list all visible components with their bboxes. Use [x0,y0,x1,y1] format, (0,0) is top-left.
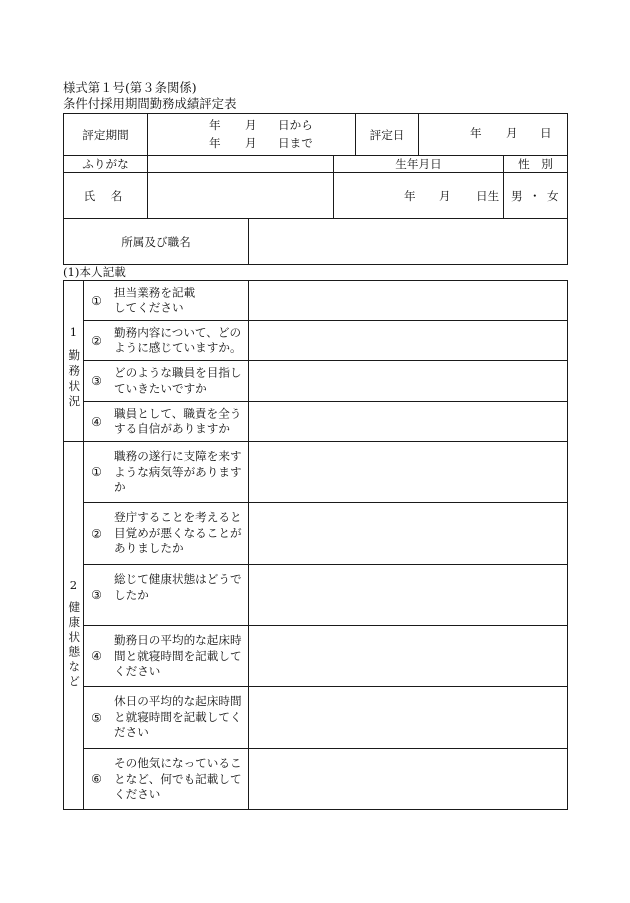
health-item-6-answer-box [248,748,568,810]
health-item-5-question [114,694,242,741]
question-line: してください [114,300,184,315]
period-from-day: 日から [278,118,313,132]
work-item-4-marker: ④ [91,414,102,429]
work-item-2-answer-box [248,320,568,361]
health-item-2-marker: ② [91,526,102,541]
furigana-value-cell [147,155,334,173]
health-item-3-question-cell [83,564,249,626]
health-item-6-question [114,756,242,803]
health-item-2-question-cell [83,502,249,565]
form-title: 条件付採用期間勤務成績評定表 [63,96,237,111]
question-line: 勤務内容について、どの [114,325,242,339]
work-item-1-answer-box [248,280,568,321]
health-item-6-marker: ⑥ [91,772,102,786]
work-section-label: 勤務状況 [67,349,82,411]
eval-date-month: 月 [506,126,518,140]
gender-label: 性 別 [518,157,553,171]
eval-date-value-cell [418,113,568,156]
work-item-1-question-cell [83,280,249,321]
question-line: 勤務日の平均的な起床時 [114,633,242,647]
health-item-2-question [114,510,242,557]
question-line: ように感じていますか。 [114,340,242,355]
furigana-label-cell [63,155,148,173]
work-item-4-answer-box [248,401,568,442]
question-line: ください [114,664,161,678]
name-value-cell [147,172,334,219]
question-line: 間と就寝時間を記載して [114,648,242,663]
work-section-number: 1 [69,325,78,339]
health-item-4-marker: ④ [91,649,102,663]
work-item-3-marker: ③ [91,374,102,388]
health-item-1-question [114,449,242,496]
health-item-5-answer-box [248,686,568,749]
health-item-3-answer-box [248,564,568,626]
health-item-3-question [114,572,242,603]
question-line: と就寝時間を記載してく [114,709,242,724]
birthdate-value-cell [333,172,504,219]
question-line: ください [114,787,161,801]
affiliation-value-cell [248,218,568,265]
health-item-4-question-cell [83,625,249,687]
period-value-cell [147,113,356,156]
period-from-year: 年 [209,118,221,132]
period-from-month: 月 [245,118,257,132]
question-line: ださい [114,725,149,739]
eval-date-day: 日 [540,126,552,140]
health-section-number: 2 [69,578,78,592]
question-line: 休日の平均的な起床時間 [114,694,242,708]
question-line: どのような職員を目指し [114,365,242,380]
health-item-4-question [114,633,242,680]
form-number: 様式第１号(第３条関係) [63,80,197,95]
work-item-4-question-cell [83,401,249,442]
birthdate-month: 月 [439,189,451,203]
period-label: 評定期間 [82,127,129,142]
birthdate-label: 生年月日 [395,157,442,171]
question-line: 総じて健康状態はどうで [114,572,242,586]
furigana-label: ふりがな [82,157,129,171]
eval-date-label-cell [355,113,419,156]
period-to-year: 年 [209,136,221,150]
birthdate-label-cell [333,155,504,173]
question-line: ていきたいですか [114,381,207,395]
work-item-2-question [114,325,242,356]
work-item-2-marker: ② [91,333,102,348]
work-item-4-question [114,406,241,437]
health-item-6-question-cell [83,748,249,810]
health-item-3-marker: ③ [91,588,102,602]
name-label-cell [63,172,148,219]
question-line: 目覚めが悪くなることが [114,525,242,540]
birthdate-day: 日生 [476,189,500,203]
health-item-1-answer-box [248,441,568,503]
question-line: 担当業務を記載 [114,285,196,299]
birthdate-year: 年 [404,189,416,203]
question-line: ような病気等があります [114,464,242,479]
gender-value-cell [503,172,568,219]
health-item-5-marker: ⑤ [91,710,102,725]
self-report-heading: (1)本人記載 [63,265,126,279]
health-section-label-cell [63,441,84,810]
work-item-3-answer-box [248,360,568,402]
period-to-day: 日まで [278,136,313,150]
eval-date-year: 年 [470,126,482,140]
period-label-cell [63,113,148,156]
health-item-1-question-cell [83,441,249,503]
health-section-label: 健康状態など [67,601,82,690]
health-item-1-marker: ① [91,465,102,479]
work-item-1-question [114,285,195,316]
gender-options: 男 ・ 女 [511,188,560,203]
question-line: したか [114,587,149,602]
health-item-2-answer-box [248,502,568,565]
work-item-3-question [114,366,242,397]
question-line: ありましたか [114,541,184,555]
health-item-5-question-cell [83,686,249,749]
name-label: 氏 名 [83,188,125,203]
health-item-4-answer-box [248,625,568,687]
period-to-month: 月 [245,136,257,150]
work-section-label-cell [63,280,84,442]
question-line: か [114,480,126,494]
eval-date-label: 評定日 [369,127,405,142]
work-item-3-question-cell [83,360,249,402]
question-line: 登庁することを考えると [114,510,242,524]
question-line: 職務の遂行に支障を来す [114,449,242,463]
question-line: となど、何でも記載して [114,771,242,786]
affiliation-label: 所属及び職名 [121,234,191,249]
work-item-1-marker: ① [91,293,102,308]
question-line: その他気になっているこ [114,756,242,770]
affiliation-label-cell [63,218,249,265]
question-line: する自信がありますか [114,421,230,436]
question-line: 職員として、職責を全う [114,406,242,420]
work-item-2-question-cell [83,320,249,361]
gender-label-cell [503,155,568,173]
